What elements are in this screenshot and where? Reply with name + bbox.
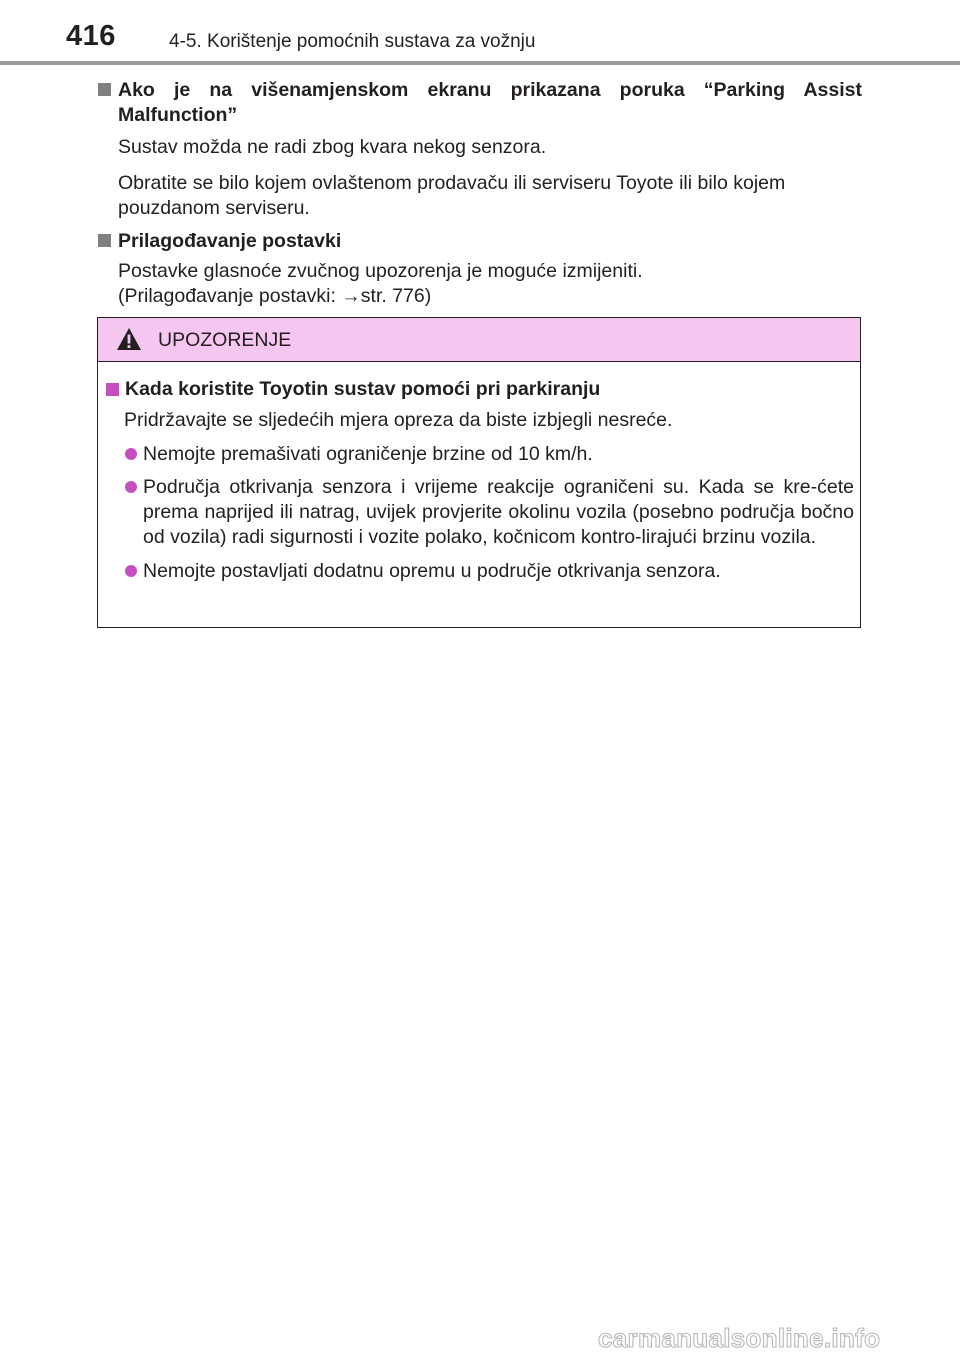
- page-header: [0, 0, 960, 62]
- warning-triangle-icon: [116, 327, 142, 351]
- paragraph: Sustav možda ne radi zbog kvara nekog senzora.: [118, 136, 547, 158]
- warning-heading-text: Kada koristite Toyotin sustav pomoći pri parkiranju: [125, 378, 601, 400]
- warning-intro: Pridržavajte se sljedećih mjera opreza da biste izbjegli nesreće.: [124, 409, 673, 431]
- bullet-dot-icon: [125, 448, 137, 460]
- warning-bullet-item: [106, 559, 854, 584]
- section-settings: [98, 229, 862, 309]
- section-heading: [118, 78, 862, 128]
- main-content: [98, 78, 862, 309]
- bullet-dot-icon: [125, 565, 137, 577]
- page-reference: (Prilagođavanje postavki: →str. 776): [118, 285, 432, 307]
- header-divider: [0, 61, 960, 65]
- bullet-text: Nemojte premašivati ograničenje brzine od 10 km/h.: [143, 443, 593, 465]
- bullet-dot-icon: [125, 481, 137, 493]
- watermark-logo: [598, 1323, 928, 1353]
- square-bullet-icon: [106, 383, 119, 396]
- section-heading: Prilagođavanje postavki: [118, 230, 342, 252]
- warning-box: [97, 317, 861, 628]
- heading-line-1: Ako je na višenamjenskom ekranu prikazana poruka “Parking Assist: [118, 79, 862, 101]
- paragraph: Postavke glasnoće zvučnog upozorenja je moguće izmijeniti.: [118, 260, 643, 282]
- bullet-text: Područja otkrivanja senzora i vrijeme reakcije ograničeni su. Kada se kre-ćete prema naprijed ili natrag, uvijek provjerite okolinu vozila (posebno područja bočno od vozila) radi sigurnosti i vozite polako, kočnicom kontro-lirajući brzinu vozila.: [143, 476, 854, 548]
- section-title: 4-5. Korištenje pomoćnih sustava za vožnju: [169, 31, 536, 52]
- paragraph: Obratite se bilo kojem ovlaštenom prodavaču ili serviseru Toyote ili bilo kojem pouzdanom serviseru.: [118, 172, 786, 219]
- square-bullet-icon: [98, 234, 111, 247]
- bullet-text: Nemojte postavljati dodatnu opremu u područje otkrivanja senzora.: [143, 560, 721, 582]
- svg-text:carmanualsonline.info: carmanualsonline.info: [598, 1323, 881, 1353]
- warning-bullet-item: [106, 442, 854, 467]
- warning-bullet-item: [106, 475, 854, 550]
- page-number: 416: [66, 20, 116, 52]
- section-parking-assist-malfunction: [98, 78, 862, 221]
- warning-body: [106, 377, 854, 584]
- square-bullet-icon: [98, 83, 111, 96]
- warning-header: [98, 318, 860, 362]
- warning-heading: [106, 377, 854, 402]
- heading-line-2: Malfunction”: [118, 104, 238, 126]
- warning-title: UPOZORENJE: [158, 329, 292, 351]
